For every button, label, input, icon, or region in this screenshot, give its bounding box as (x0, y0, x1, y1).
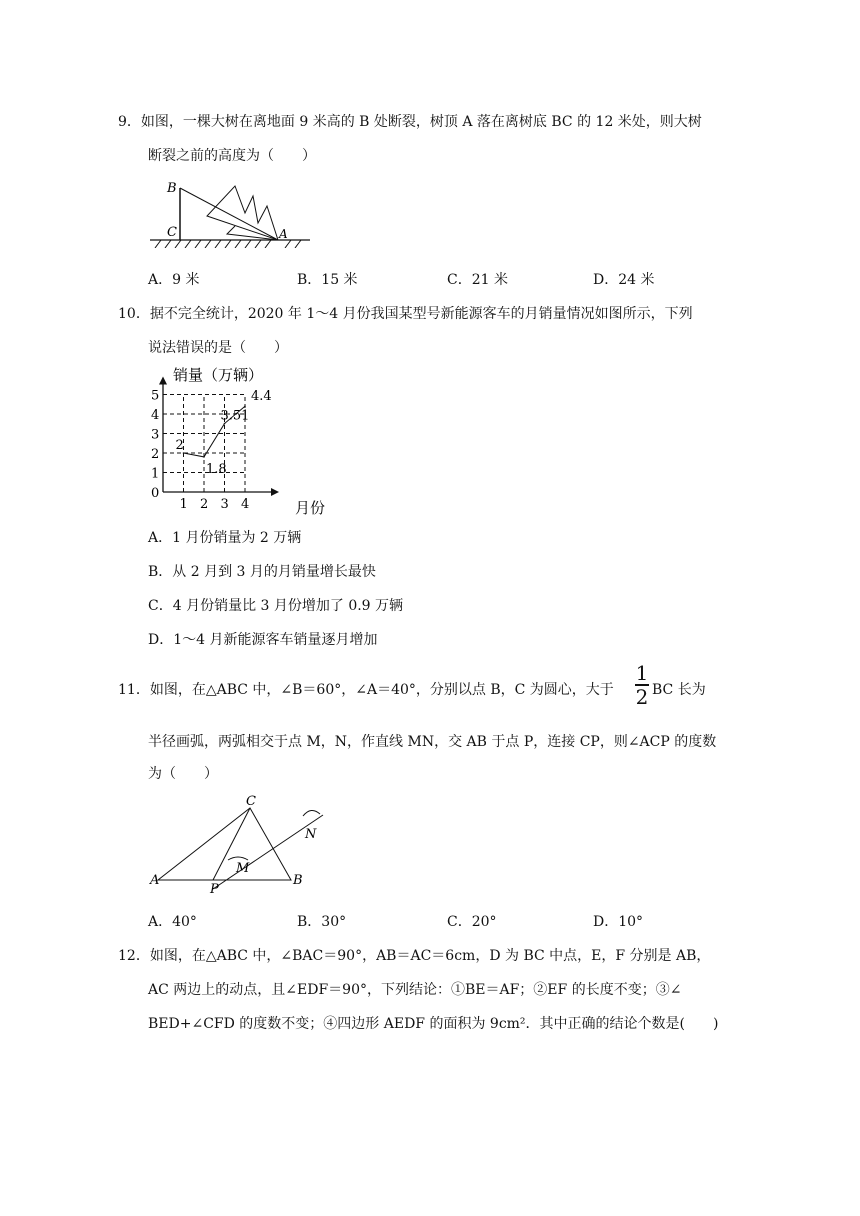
q11-option-a: A．40° (148, 914, 197, 930)
q9-label-b: B (167, 181, 177, 196)
q11-label-m: M (236, 861, 250, 876)
chart-x-axis-label: 月份 (295, 499, 326, 516)
q11-stem-line1 (118, 680, 614, 700)
chart-y-axis-label: 销量（万辆） (173, 366, 264, 384)
chart-y-tick-label: 0 (151, 486, 160, 501)
q9-stem-line2: 断裂之前的高度为（ ） (148, 148, 316, 164)
q11-option-d: D．10° (593, 914, 644, 930)
chart-data-point (203, 456, 205, 458)
chart-y-tick-label: 4 (151, 408, 160, 423)
q12-number: 12． (118, 948, 150, 964)
q10-stem-line2: 说法错误的是（ ） (148, 340, 288, 356)
q11-text-1a: 如图，在△ABC 中，∠B＝60°，∠A＝40°，分别以点 B，C 为圆心，大于 (149, 682, 614, 698)
q9-number: 9． (118, 114, 141, 130)
q11-label-b: B (293, 873, 303, 888)
q11-stem-line3: 为（ ） (148, 766, 218, 782)
q11-stem-line2: 半径画弧，两弧相交于点 M，N，作直线 MN，交 AB 于点 P，连接 CP，则∠ACP 的度数 (148, 734, 717, 750)
q10-option-b: B．从 2 月到 3 月的月销量增长最快 (148, 564, 376, 580)
chart-y-tick-label: 3 (151, 427, 160, 443)
chart-x-tick-label: 2 (200, 497, 209, 512)
chart-y-tick-label: 5 (151, 388, 160, 404)
chart-x-axis-arrow (271, 488, 279, 496)
chart-y-axis-arrow (159, 377, 167, 385)
chart-y-tick-label: 1 (151, 466, 160, 482)
q11-label-c: C (246, 794, 256, 809)
chart-data-label: 4.4 (251, 389, 272, 405)
q9-option-b: B．15 米 (297, 272, 358, 288)
q11-fraction-denominator: 2 (635, 684, 649, 709)
q9-text-1: 如图，一棵大树在离地面 9 米高的 B 处断裂，树顶 A 落在离树底 BC 的 12 米处，则大树 (140, 114, 702, 130)
q9-option-d: D．24 米 (593, 272, 655, 288)
q11-triangle-figure (148, 794, 348, 894)
q10-number: 10． (118, 306, 150, 322)
chart-x-tick-label: 3 (220, 497, 229, 512)
chart-data-label: 3.51 (220, 408, 250, 424)
chart-y-tick-label: 2 (151, 447, 160, 462)
q11-number: 11． (118, 682, 150, 698)
q10-stem-line1 (118, 304, 693, 324)
q9-stem-line1 (118, 112, 702, 132)
q9-tree-figure (145, 178, 315, 248)
q9-label-a: A (279, 227, 288, 241)
chart-x-tick-label: 1 (179, 497, 188, 512)
q12-stem-line2: AC 两边上的动点，且∠EDF＝90°，下列结论：①BE＝AF；②EF 的长度不变；③∠ (148, 982, 682, 998)
q11-label-p: P (210, 882, 219, 894)
q12-text-1: 如图，在△ABC 中，∠BAC＝90°，AB＝AC＝6cm，D 为 BC 中点，E，F 分别是 AB， (149, 948, 711, 964)
q9-option-a: A．9 米 (148, 272, 200, 288)
chart-data-label: 1.8 (206, 461, 227, 477)
q12-stem-line1 (118, 946, 710, 966)
q9-option-c: C．21 米 (447, 272, 508, 288)
q11-fraction (635, 662, 649, 708)
q10-option-c: C．4 月份销量比 3 月份增加了 0.9 万辆 (148, 598, 404, 614)
q9-label-c: C (167, 225, 177, 240)
q11-text-1b: BC 长为 (652, 682, 706, 698)
q10-sales-chart (145, 366, 345, 516)
q11-option-b: B．30° (297, 914, 347, 930)
chart-data-point (244, 405, 246, 407)
q10-option-d: D．1～4 月新能源客车销量逐月增加 (148, 632, 378, 648)
q11-label-n: N (305, 827, 317, 842)
q11-fraction-numerator: 1 (635, 661, 649, 685)
q11-label-a: A (150, 873, 160, 888)
q10-option-a: A．1 月份销量为 2 万辆 (148, 530, 302, 546)
q12-stem-line3: BED+∠CFD 的度数不变；④四边形 AEDF 的面积为 9cm²．其中正确的结论个数是( ) (148, 1016, 719, 1032)
chart-data-label: 2 (175, 438, 184, 453)
chart-x-tick-label: 4 (241, 497, 250, 512)
q11-option-c: C．20° (447, 914, 497, 930)
q10-text-1: 据不完全统计，2020 年 1～4 月份我国某型号新能源客车的月销量情况如图所示，下列 (149, 306, 693, 322)
